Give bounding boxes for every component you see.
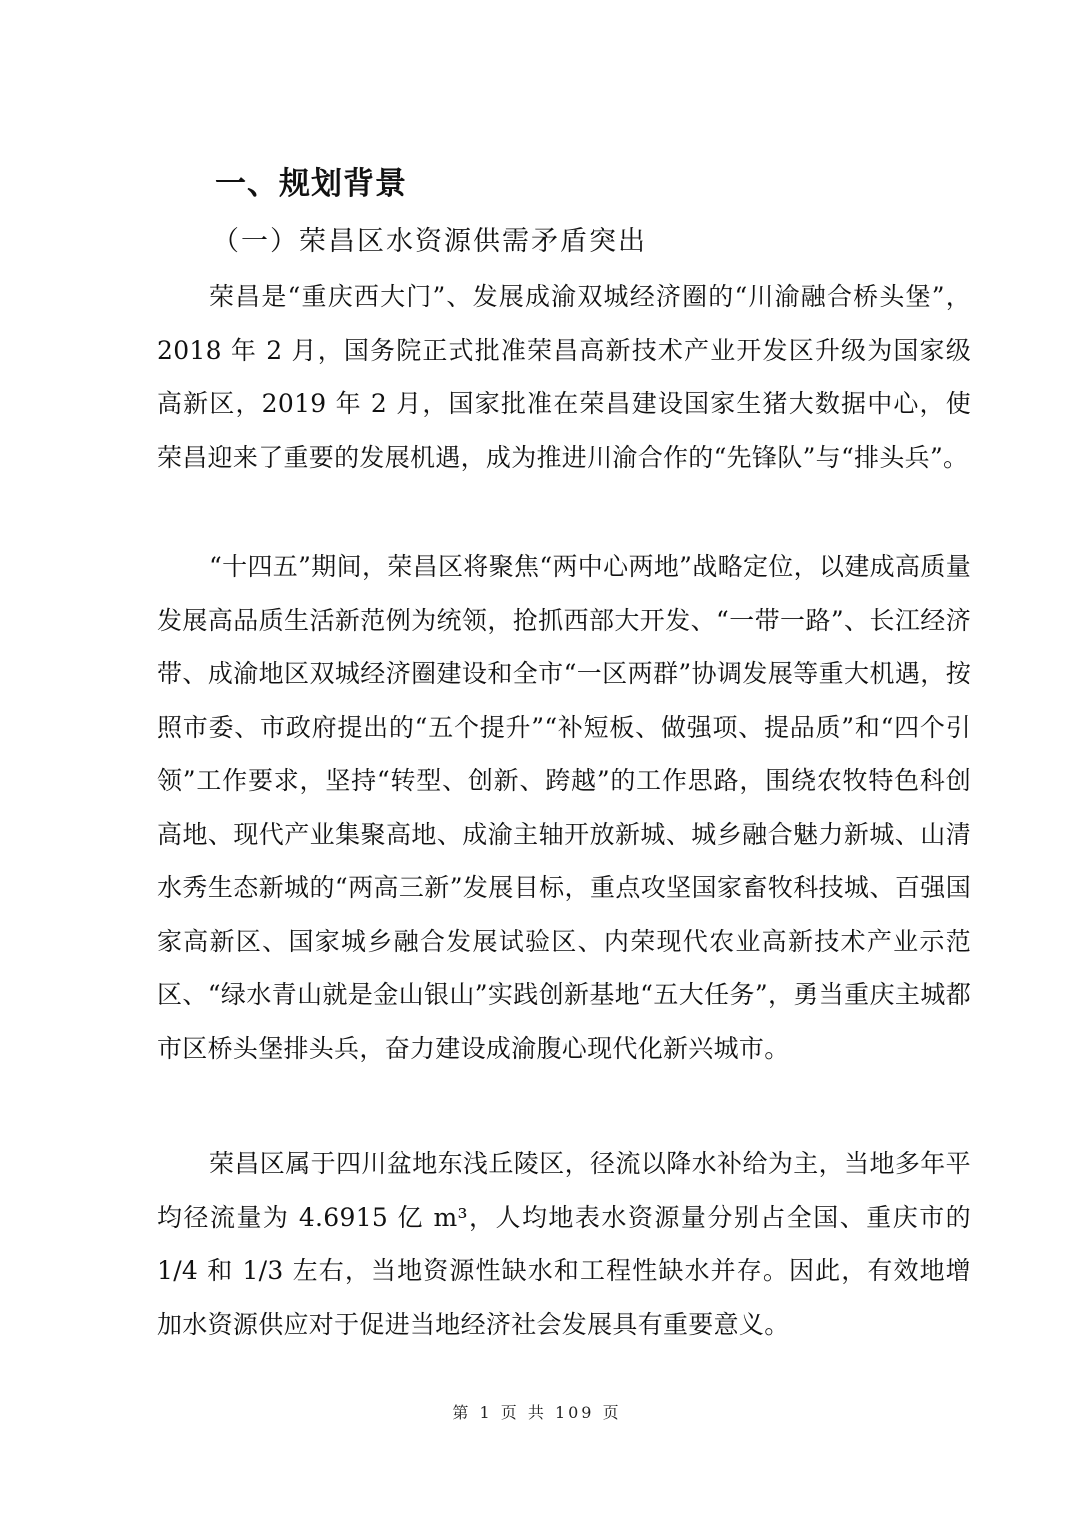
section-heading: 一、规划背景 [215,166,407,202]
paragraph-2: “十四五”期间，荣昌区将聚焦“两中心两地”战略定位，以建成高质量发展高品质生活新范例为统领，抢抓西部大开发、“一带一路”、长江经济带、成渝地区双城经济圈建设和全市“一区两群”协调发展等重大机遇，按照市委、市政府提出的“五个提升”“补短板、做强项、提品质”和“四个引领”工作要求，坚持“转型、创新、跨越”的工作思路，围绕农牧特色科创高地、现代产业集聚高地、成渝主轴开放新城、城乡融合魅力新城、山清水秀生态新城的“两高三新”发展目标，重点攻坚国家畜牧科技城、百强国家高新区、国家城乡融合发展试验区、内荣现代农业高新技术产业示范区、“绿水青山就是金山银山”实践创新基地“五大任务”，勇当重庆主城都市区桥头堡排头兵，奋力建设成渝腹心现代化新兴城市。 [157,552,971,1063]
page-number-footer: 第 1 页 共 109 页 [452,1403,622,1422]
subsection-heading: （一）荣昌区水资源供需矛盾突出 [212,226,647,257]
paragraph-1: 荣昌是“重庆西大门”、发展成渝双城经济圈的“川渝融合桥头堡”，2018 年 2 月，国务院正式批准荣昌高新技术产业开发区升级为国家级高新区，2019 年 2 月，国家批准在荣昌建设国家生猪大数据中心，使荣昌迎来了重要的发展机遇，成为推进川渝合作的“先锋队”与“排头兵”。 [157,282,971,472]
paragraph-3: 荣昌区属于四川盆地东浅丘陵区，径流以降水补给为主，当地多年平均径流量为 4.6915 亿 m³，人均地表水资源量分别占全国、重庆市的 1/4 和 1/3 左右，当地资源性缺水和工程性缺水并存。因此，有效地增加水资源供应对于促进当地经济社会发展具有重要意义。 [157,1149,971,1339]
